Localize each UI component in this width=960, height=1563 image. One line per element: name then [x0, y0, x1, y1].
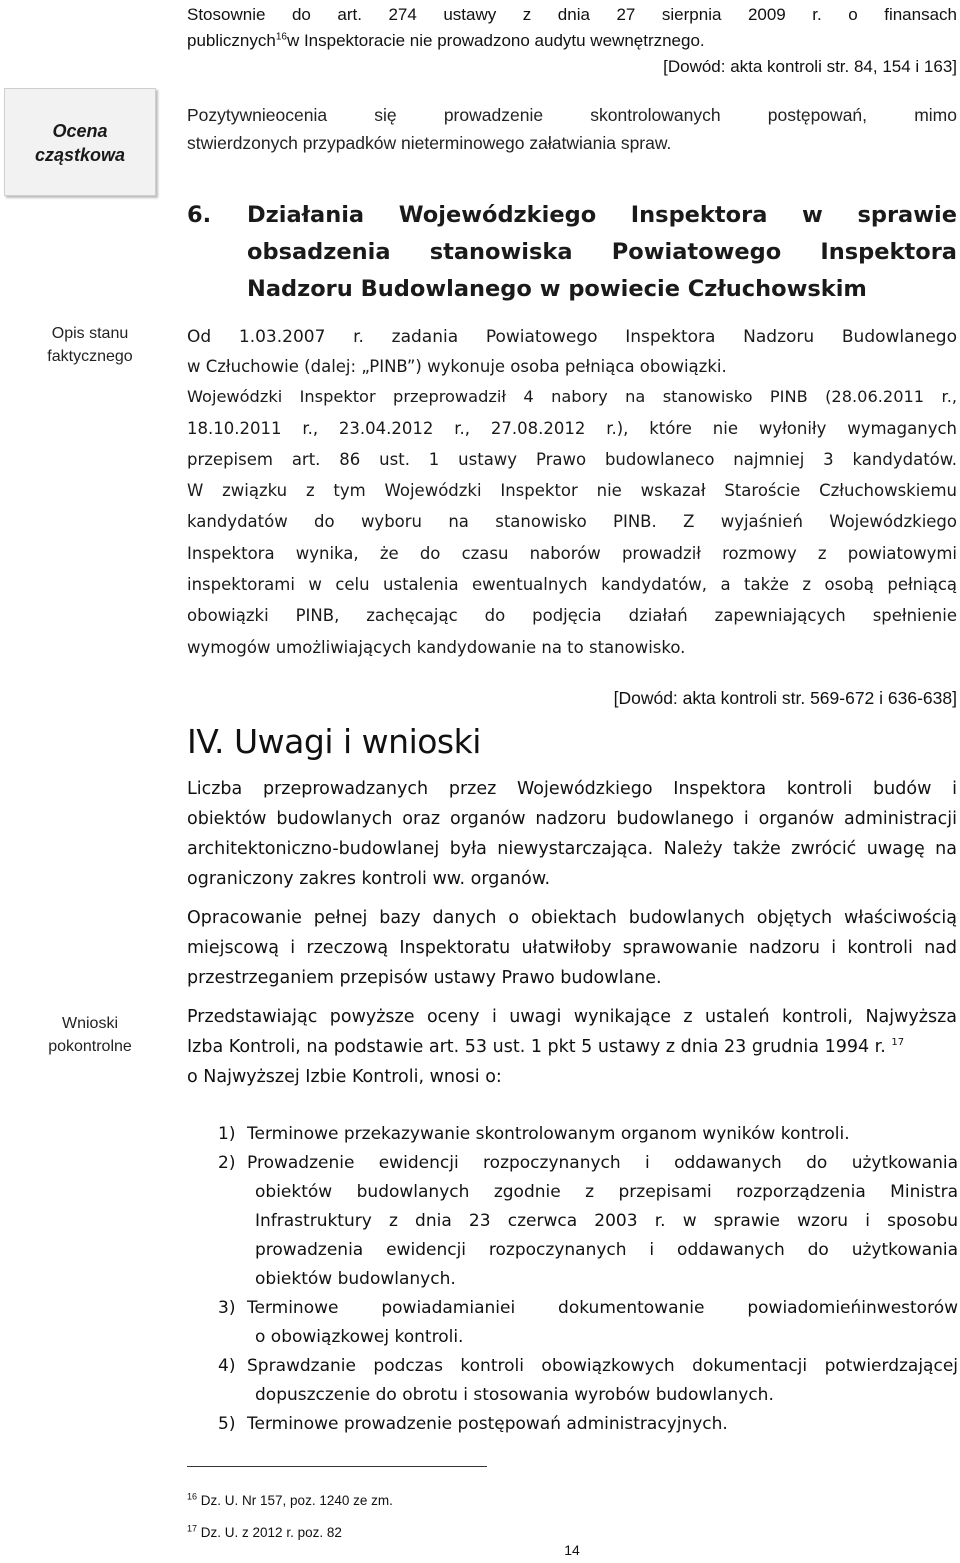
uwagi-paragraph-1: Liczba przeprowadzanych przez Wojewódzkiego Inspektora kontroli budów i obiektów budowlanych oraz organów nadzoru budowlanego i organów administracji architektoniczno-budowlanej była niewystarczająca. Należy także zwrócić uwagę na ograniczony zakres kontroli ww. organów.	[187, 779, 957, 889]
opis-paragraph: Od 1.03.2007 r. zadania Powiatowego Inspektora Nadzoru Budowlanego w Człuchowie (dalej: „PINB”) wykonuje osoba pełniąca obowiązki. Wojewódzki Inspektor przeprowadził 4 nabory na stanowisko PINB (28.06.2011 r., 18.10.2011 r., 23.04.2012 r., 27.08.2012 r.), które nie wyłoniły wymaganych przepisem art. 86 ust. 1 ustawy Prawo budowlaneco najmniej 3 kandydatów. W związku z tym Wojewódzki Inspektor nie wskazał Staroście Człuchowskiemu kandydatów do wyboru na stanowisko PINB. Z wyjaśnień Wojewódzkiego Inspektora wynika, że do czasu naborów prowadził rozmowy z powiatowymi inspektorami w celu ustalenia ewentualnych kandydatów, a także z osobą pełniącą obowiązki PINB, zachęcając do podjęcia działań zapewniających spełnienie wymogów umożliwiających kandydowanie na to stanowisko.	[187, 327, 957, 657]
list-item: 2) Prowadzenie ewidencji rozpoczynanych i oddawanych do użytkowania obiektów budowlanych zgodnie z przepisami rozporządzenia Ministra Infrastruktury z dnia 23 czerwca 2003 r. w sprawie wzoru i sposobu prowadzenia ewidencji rozpoczynanych i oddawanych do użytkowania obiektów budowlanych.	[218, 1153, 958, 1289]
uwagi-paragraph-3: Przedstawiając powyższe oceny i uwagi wynikające z ustaleń kontroli, Najwyższa Izba Kontroli, na podstawie art. 53 ust. 1 pkt 5 ustawy z dnia 23 grudnia 1994 r. $^{17}$ o Najwyższej Izbie Kontroli, wnosi o:	[187, 1007, 957, 1087]
section-6-heading: 6. Działania Wojewódzkiego Inspektora w sprawie obsadzenia stanowiska Powiatowego Inspektora Nadzoru Budowlanego w powiecie Człuchowskim	[187, 197, 957, 308]
section-6-number: 6.	[187, 202, 212, 228]
top-paragraph: Stosownie do art. 274 ustawy z dnia 27 sierpnia 2009 r. o finansach publicznych$^{16}$w Inspektoracie nie prowadzono audytu wewnętrznego. [Dowód: akta kontroli str. 84, 154 i 163]	[187, 2, 957, 80]
page-number: 14	[564, 1542, 580, 1558]
list-item: 1) Terminowe przekazywanie skontrolowanym organom wyników kontroli.	[218, 1124, 850, 1144]
footnote-separator	[187, 1466, 487, 1467]
side-label-ocena: Ocena	[52, 121, 108, 141]
list-item: 5) Terminowe prowadzenie postępowań administracyjnych.	[218, 1414, 728, 1434]
evidence-top: [Dowód: akta kontroli str. 84, 154 i 163]	[663, 57, 957, 76]
section-iv-heading: IV. Uwagi i wnioski	[187, 722, 481, 761]
side-label-wnioski: Wnioski pokontrolne	[48, 1015, 132, 1055]
footnote-16: $^{16}$ Dz. U. Nr 157, poz. 1240 ze zm.	[187, 1491, 393, 1508]
evidence-opis: [Dowód: akta kontroli str. 569-672 i 636-638]	[613, 688, 957, 708]
side-label-czastkowa: cząstkowa	[34, 145, 126, 165]
list-item: 3) Terminowe powiadamianiei dokumentowanie powiadomieńinwestorów o obowiązkowej kontroli.	[218, 1298, 958, 1347]
footnote-ref-17: 17	[891, 1037, 905, 1049]
footnote-17: $^{17}$ Dz. U. z 2012 r. poz. 82	[187, 1523, 342, 1540]
ocena-czastkowa-box	[4, 88, 156, 196]
wnioski-list	[218, 1120, 958, 1439]
footnote-ref-16: 16	[275, 31, 287, 43]
ocena-paragraph: Pozytywnieocenia się prowadzenie skontrolowanych postępowań, mimo stwierdzonych przypadków nieterminowego załatwiania spraw.	[187, 105, 957, 153]
side-label-opis-stanu: Opis stanu faktycznego	[47, 325, 133, 365]
uwagi-paragraph-2: Opracowanie pełnej bazy danych o obiektach budowlanych objętych właściwością miejscową i rzeczową Inspektoratu ułatwiłoby sprawowanie nadzoru i kontroli nad przestrzeganiem przepisów ustawy Prawo budowlane.	[187, 908, 957, 988]
list-item: 4) Sprawdzanie podczas kontroli obowiązkowych dokumentacji potwierdzającej dopuszczenie do obrotu i stosowania wyrobów budowlanych.	[218, 1356, 958, 1405]
